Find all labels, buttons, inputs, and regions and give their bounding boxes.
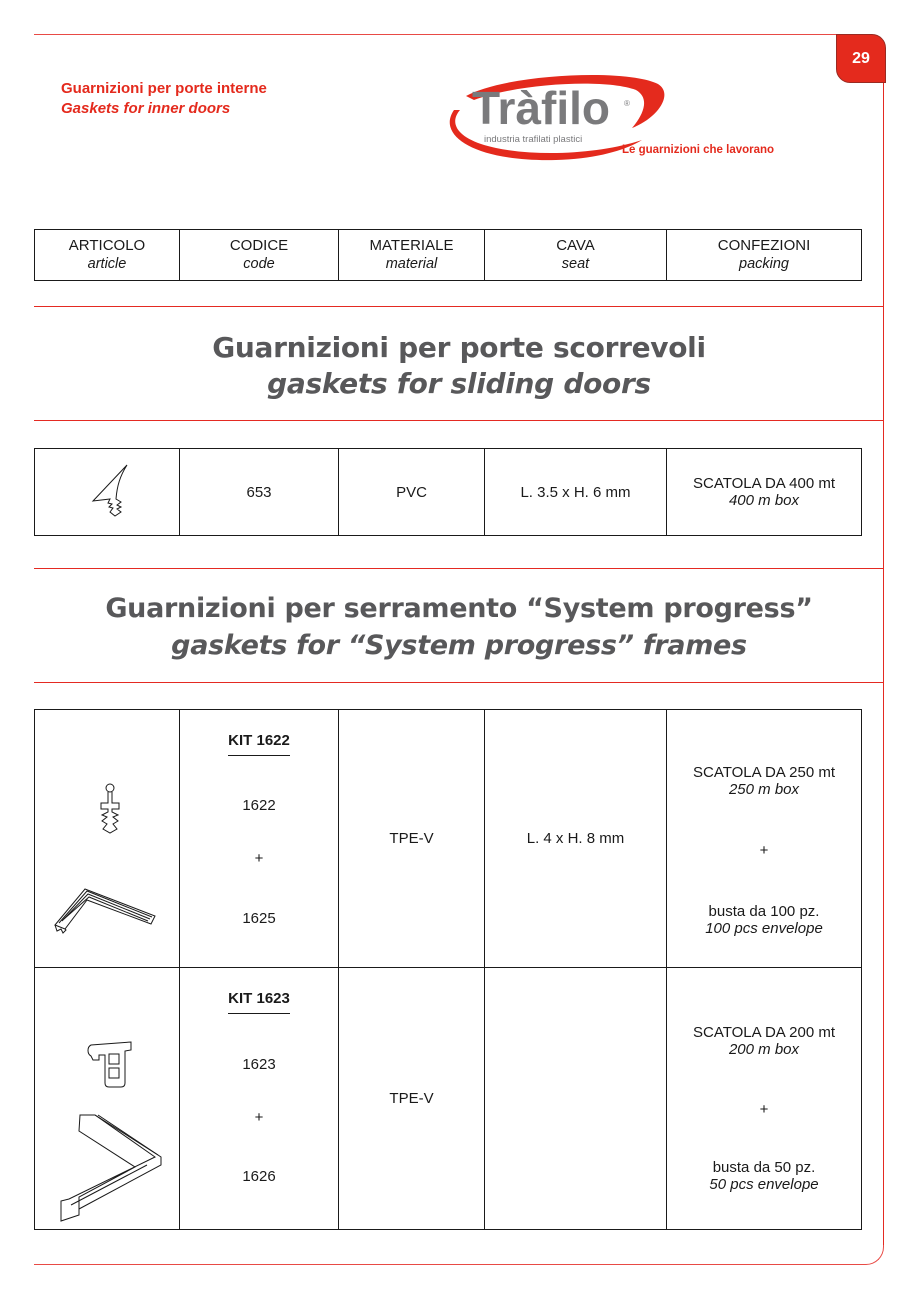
t-gasket-and-frame-corner-icon <box>35 969 179 1229</box>
page-number-badge: 29 <box>836 34 886 83</box>
column-header-material: MATERIALE material <box>339 230 485 281</box>
svg-text:industria trafilati plastici: industria trafilati plastici <box>484 134 583 145</box>
section-divider <box>34 420 884 421</box>
arrow-fin-gasket-profile-icon <box>35 450 179 535</box>
header-subtitle: Gaskets for inner doors <box>61 100 231 117</box>
code-plus: + <box>254 850 264 867</box>
seat-cell: L. 3.5 x H. 6 mm <box>485 449 667 536</box>
column-header-table <box>34 229 862 281</box>
packing-cell: SCATOLA DA 200 mt 200 m box + busta da 50 pz. 50 pcs envelope <box>667 968 862 1230</box>
table-row <box>35 968 862 1230</box>
seat-cell <box>485 968 667 1230</box>
kit-title: KIT 1622 <box>228 732 290 756</box>
header-title: Guarnizioni per porte interne <box>61 80 267 97</box>
logo-tagline: Le guarnizioni che lavorano <box>622 144 775 156</box>
column-header-code: CODICE code <box>180 230 339 281</box>
code-b: 1625 <box>242 910 276 927</box>
svg-text:®: ® <box>624 99 630 108</box>
code-plus: + <box>254 1109 264 1126</box>
frame-bottom-rule <box>34 1264 866 1265</box>
code-b: 1626 <box>242 1168 276 1185</box>
code-a: 1622 <box>242 797 276 814</box>
logo-wordmark: Tràfilo <box>472 82 611 134</box>
packing-cell: SCATOLA DA 400 mt 400 m box <box>667 449 862 536</box>
material-cell: PVC <box>339 449 485 536</box>
seat-cell: L. 4 x H. 8 mm <box>485 710 667 968</box>
section-title-sliding-doors: Guarnizioni per porte scorrevoli gaskets for sliding doors <box>212 331 706 400</box>
section-divider <box>34 682 884 683</box>
page-header <box>61 79 267 119</box>
packing-cell: SCATOLA DA 250 mt 250 m box + busta da 100 pz. 100 pcs envelope <box>667 710 862 968</box>
frame-corner <box>864 1245 884 1265</box>
table-row <box>35 449 862 536</box>
column-header-article: ARTICOLO article <box>35 230 180 281</box>
column-header-packing: CONFEZIONI packing <box>667 230 862 281</box>
code-cell: 653 <box>180 449 339 536</box>
section-divider <box>34 568 884 569</box>
section-divider <box>34 306 884 307</box>
article-cell <box>35 710 180 968</box>
article-cell <box>35 968 180 1230</box>
kit-title: KIT 1623 <box>228 990 290 1014</box>
code-cell <box>180 710 339 968</box>
material-cell: TPE-V <box>339 968 485 1230</box>
barbed-gasket-and-frame-corner-icon <box>35 711 179 967</box>
section-title-system-progress: Guarnizioni per serramento “System progress” gaskets for “System progress” frames <box>105 593 813 661</box>
code-cell <box>180 968 339 1230</box>
code-a: 1623 <box>242 1056 276 1073</box>
article-cell <box>35 449 180 536</box>
frame-top-rule <box>34 34 850 35</box>
column-header-seat: CAVA seat <box>485 230 667 281</box>
product-table-system-progress <box>34 709 862 1230</box>
product-table-sliding-doors <box>34 448 862 536</box>
table-row <box>35 710 862 968</box>
material-cell: TPE-V <box>339 710 485 968</box>
